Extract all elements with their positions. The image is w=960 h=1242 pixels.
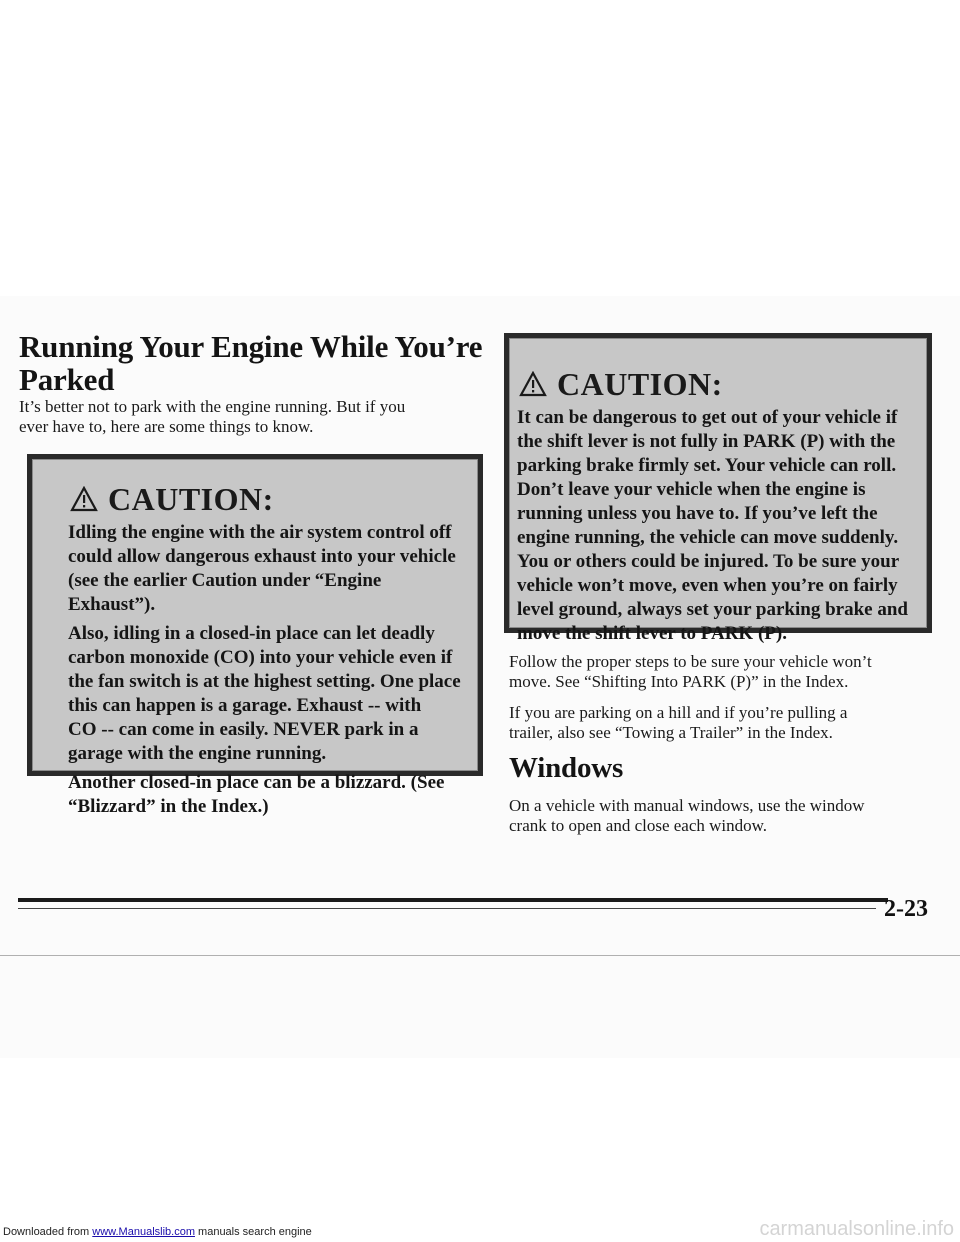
shifting-paragraph bbox=[509, 652, 949, 692]
caution-line: this can happen is a garage. Exhaust -- with bbox=[68, 695, 422, 716]
intro-paragraph bbox=[19, 397, 489, 437]
caution-text-block bbox=[517, 406, 929, 646]
page-number: 2-23 bbox=[884, 896, 928, 922]
section-title-running-engine bbox=[19, 330, 489, 396]
section-title-windows: Windows bbox=[509, 752, 624, 784]
banner-suffix: manuals search engine bbox=[194, 1226, 312, 1238]
caution-line: the fan switch is at the highest setting. One place bbox=[68, 671, 461, 692]
shifting-line-1: Follow the proper steps to be sure your vehicle won’t bbox=[509, 652, 872, 671]
caution-line: “Blizzard” in the Index.) bbox=[68, 796, 269, 817]
trailer-line-1: If you are parking on a hill and if you’re pulling a bbox=[509, 703, 848, 722]
caution-text-block bbox=[68, 521, 478, 819]
caution-line: Don’t leave your vehicle when the engine is bbox=[517, 479, 866, 500]
windows-line-1: On a vehicle with manual windows, use the window bbox=[509, 796, 865, 815]
caution-line: Exhaust”). bbox=[68, 594, 156, 615]
trailer-line-2: trailer, also see “Towing a Trailer” in the Index. bbox=[509, 723, 833, 742]
footer-rule-thin bbox=[18, 908, 876, 909]
caution-line: It can be dangerous to get out of your vehicle if bbox=[517, 407, 898, 428]
intro-line-1: It’s better not to park with the engine running. But if you bbox=[19, 397, 406, 416]
caution-line: Another closed-in place can be a blizzard. (See bbox=[68, 772, 445, 793]
warning-triangle-icon bbox=[519, 371, 547, 397]
caution-line: Also, idling in a closed-in place can let deadly bbox=[68, 623, 435, 644]
caution-line: vehicle won’t move, even when you’re on fairly bbox=[517, 575, 898, 596]
caution-box-exhaust bbox=[27, 454, 483, 817]
caution-line: garage with the engine running. bbox=[68, 743, 327, 764]
title-line-2: Parked bbox=[19, 362, 115, 397]
download-banner bbox=[3, 1225, 312, 1239]
caution-line: move the shift lever to PARK (P). bbox=[517, 623, 787, 644]
caution-line: (see the earlier Caution under “Engine bbox=[68, 570, 382, 591]
page-bottom-rule bbox=[0, 955, 960, 956]
title-line-1: Running Your Engine While You’re bbox=[19, 329, 483, 364]
windows-paragraph bbox=[509, 796, 949, 836]
caution-line: Idling the engine with the air system control off bbox=[68, 522, 452, 543]
caution-line: carbon monoxide (CO) into your vehicle even if bbox=[68, 647, 453, 668]
footer-rule bbox=[18, 898, 888, 902]
trailer-paragraph bbox=[509, 703, 949, 743]
caution-line: parking brake firmly set. Your vehicle can roll. bbox=[517, 455, 897, 476]
caution-heading bbox=[519, 366, 723, 402]
caution-line: engine running, the vehicle can move suddenly. bbox=[517, 527, 899, 548]
caution-line: CO -- can come in easily. NEVER park in a bbox=[68, 719, 419, 740]
caution-line: level ground, always set your parking brake and bbox=[517, 599, 908, 620]
intro-line-2: ever have to, here are some things to know. bbox=[19, 417, 314, 436]
caution-heading bbox=[70, 481, 274, 517]
caution-title: CAUTION: bbox=[557, 366, 723, 402]
watermark: carmanualsonline.info bbox=[759, 1218, 954, 1240]
caution-line: You or others could be injured. To be sure your bbox=[517, 551, 900, 572]
manualslib-link[interactable]: www.Manualslib.com bbox=[92, 1226, 195, 1238]
caution-title: CAUTION: bbox=[108, 481, 274, 517]
windows-line-2: crank to open and close each window. bbox=[509, 816, 768, 835]
warning-triangle-icon bbox=[70, 486, 98, 512]
caution-line: running unless you have to. If you’ve left the bbox=[517, 503, 878, 524]
shifting-line-2: move. See “Shifting Into PARK (P)” in the Index. bbox=[509, 672, 849, 691]
caution-line: the shift lever is not fully in PARK (P) with the bbox=[517, 431, 896, 452]
caution-line: could allow dangerous exhaust into your vehicle bbox=[68, 546, 456, 567]
banner-prefix: Downloaded from bbox=[3, 1226, 93, 1238]
caution-box-park bbox=[504, 333, 932, 644]
